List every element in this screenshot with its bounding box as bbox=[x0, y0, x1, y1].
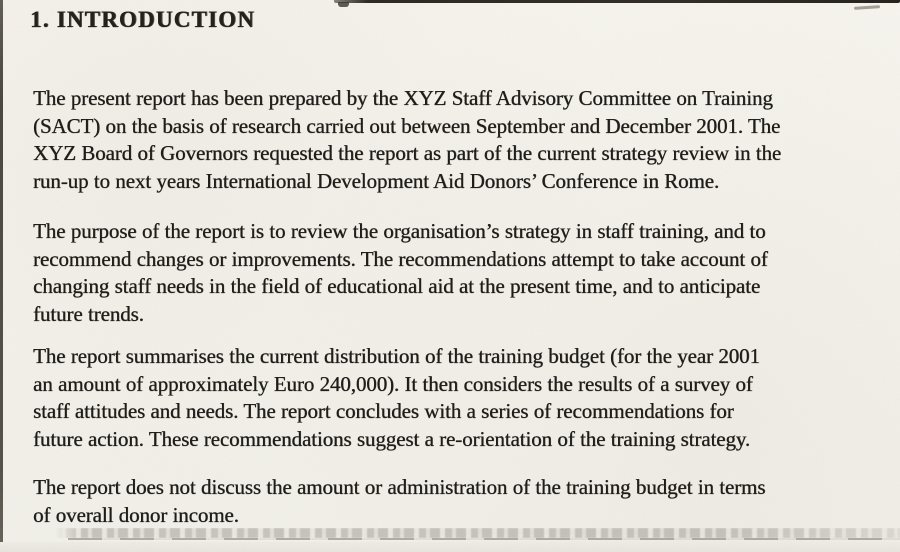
text-line: future action. These recommendations suggest a re-orientation of the training strategy. bbox=[33, 426, 750, 451]
text-line: recommend changes or improvements. The recommendations attempt to take account of bbox=[33, 246, 768, 271]
scan-bottom-noise-band bbox=[55, 528, 900, 538]
scan-bottom-artifact-line bbox=[68, 538, 900, 540]
text-line: The report does not discuss the amount or administration of the training budget in terms bbox=[33, 475, 766, 499]
paragraph bbox=[33, 343, 882, 453]
scan-left-edge-line bbox=[0, 0, 3, 552]
text-line: XYZ Board of Governors requested the report as part of the current strategy review in the bbox=[33, 141, 782, 166]
text-line: staff attitudes and needs. The report concludes with a series of recommendations for bbox=[33, 399, 734, 424]
text-line: The present report has been prepared by the XYZ Staff Advisory Committee on Training bbox=[33, 86, 773, 110]
scan-bottom-strip bbox=[0, 542, 900, 552]
text-line: The report summarises the current distribution of the training budget (for the year 2001 bbox=[33, 344, 760, 368]
text-line: future trends. bbox=[33, 301, 144, 326]
paragraph bbox=[33, 85, 882, 195]
paragraph bbox=[33, 218, 882, 328]
paragraph bbox=[33, 474, 882, 529]
text-line: an amount of approximately Euro 240,000). It then considers the results of a survey of bbox=[33, 371, 753, 396]
text-line: (SACT) on the basis of research carried out between September and December 2001. The bbox=[33, 113, 781, 138]
text-line: run-up to next years International Development Aid Donors’ Conference in Rome. bbox=[33, 168, 720, 193]
text-line: The purpose of the report is to review the organisation’s strategy in staff training, and to bbox=[33, 219, 766, 243]
text-line: changing staff needs in the field of educational aid at the present time, and to anticipate bbox=[33, 274, 761, 299]
scan-top-edge-tick bbox=[338, 2, 349, 7]
scan-top-edge-line bbox=[334, 0, 900, 3]
text-line: of overall donor income. bbox=[33, 502, 239, 527]
section-heading: 1. INTRODUCTION bbox=[30, 7, 256, 32]
